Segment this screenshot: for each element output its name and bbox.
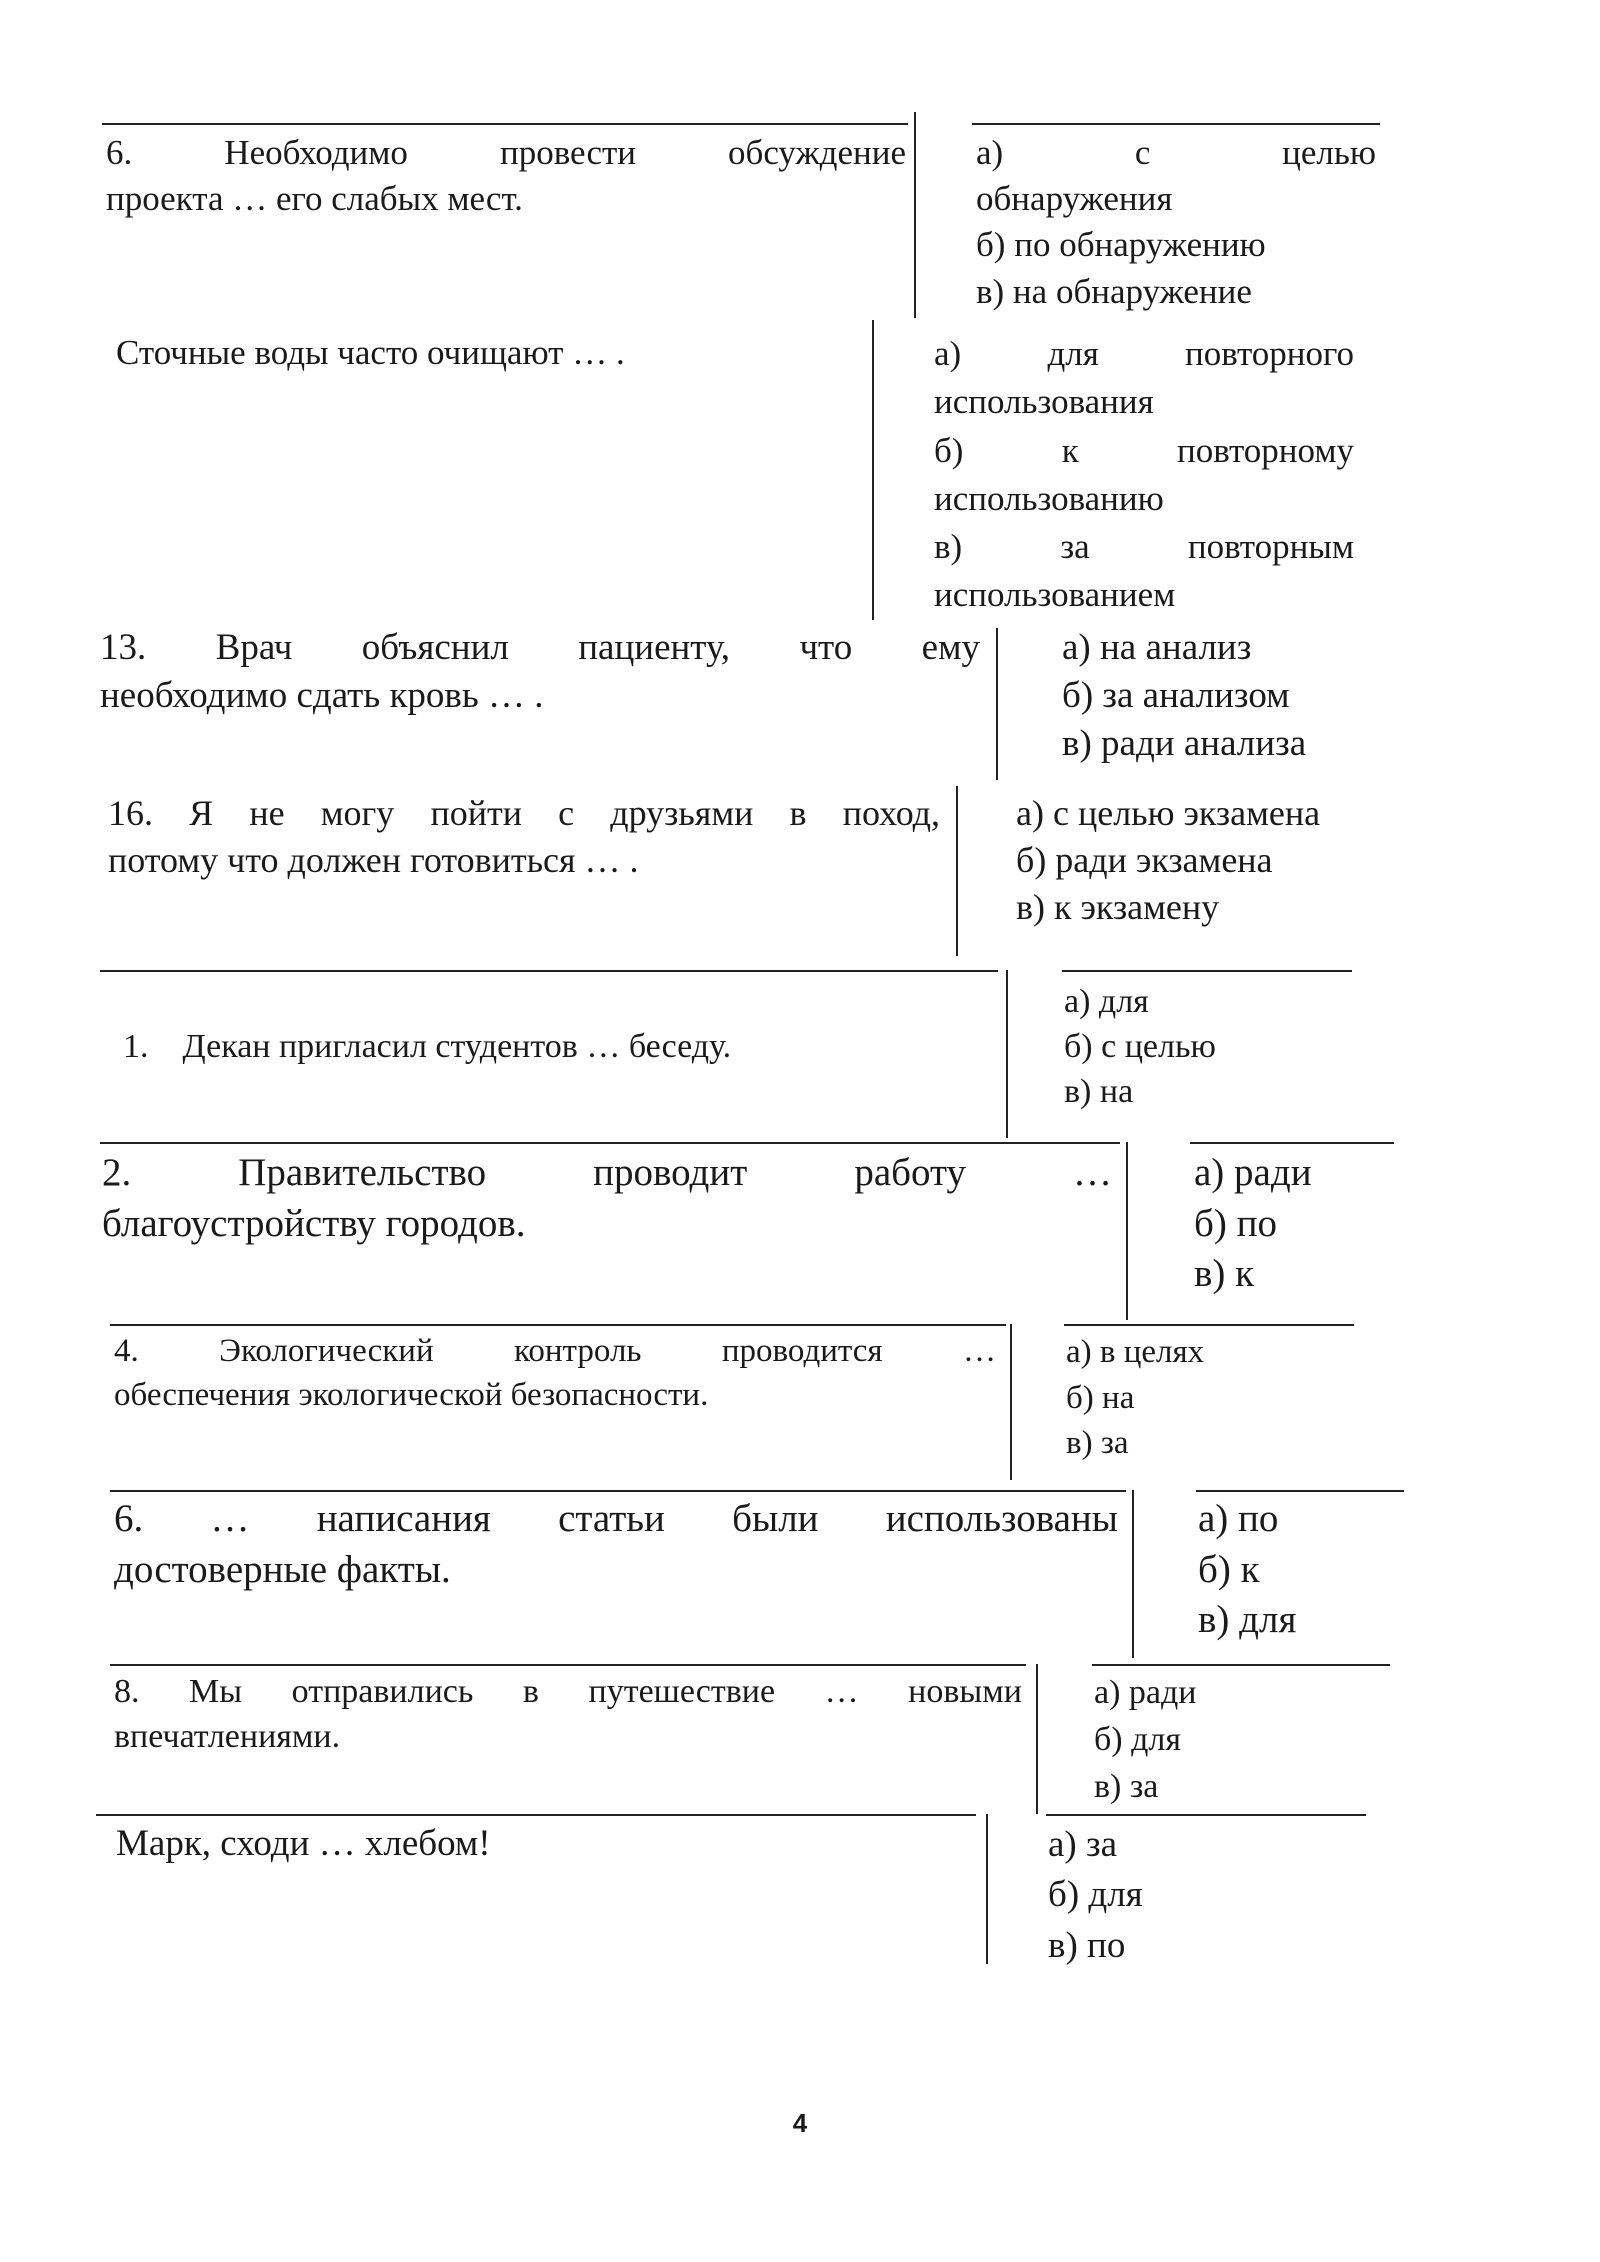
rule-line xyxy=(1046,1814,1366,1816)
option-a[interactable]: а) в целях xyxy=(1066,1334,1205,1370)
rule-line xyxy=(1190,1142,1394,1144)
question-text: 4. Экологический контроль проводится … обеспечения экологической безопасности. xyxy=(114,1333,996,1413)
option-a[interactable]: а) ради xyxy=(1094,1674,1197,1711)
option-a-cont: обнаружения xyxy=(976,179,1173,219)
option-a[interactable]: а) по xyxy=(1198,1497,1279,1540)
option-c[interactable]: в) на xyxy=(1064,1072,1134,1110)
rule-line xyxy=(110,1324,1006,1326)
question-text: 2. Правительство проводит работу … благоустройству городов. xyxy=(102,1151,1112,1245)
column-divider xyxy=(956,786,958,956)
answer-options xyxy=(1094,1670,1394,1811)
option-b[interactable]: б) ради экзамена xyxy=(1016,839,1273,880)
column-divider xyxy=(1132,1490,1134,1658)
column-divider xyxy=(872,320,874,620)
answer-options xyxy=(1062,624,1482,768)
option-a[interactable]: а) ради xyxy=(1194,1151,1312,1194)
option-b[interactable]: б) к повторному xyxy=(934,430,1354,470)
option-c[interactable]: в) к xyxy=(1194,1252,1255,1296)
option-c[interactable]: в) к экзамену xyxy=(1016,886,1220,927)
question-text: 16. Я не могу пойти с друзьями в поход, потому что должен готовиться … . xyxy=(108,793,940,880)
option-b[interactable]: б) за анализом xyxy=(1062,675,1290,717)
column-divider xyxy=(996,628,998,780)
rule-line xyxy=(100,1142,1120,1144)
option-c[interactable]: в) по xyxy=(1048,1924,1126,1966)
rule-line xyxy=(110,1490,1126,1492)
answer-options xyxy=(934,330,1354,620)
option-a[interactable]: а) на анализ xyxy=(1062,627,1252,668)
column-divider xyxy=(986,1814,988,1964)
option-a[interactable]: а) с целью xyxy=(976,133,1376,172)
rule-line xyxy=(1196,1490,1404,1492)
rule-line xyxy=(1092,1664,1390,1666)
column-divider xyxy=(1036,1664,1038,1814)
question-text: 6. … написания статьи были использованы достоверные факты. xyxy=(114,1497,1118,1591)
option-b[interactable]: б) по обнаружению xyxy=(976,225,1266,265)
option-b[interactable]: б) с целью xyxy=(1064,1027,1216,1065)
question-text: Марк, сходи … хлебом! xyxy=(116,1823,491,1864)
option-a[interactable]: а) с целью экзамена xyxy=(1016,793,1321,833)
question-text: 6. Необходимо провести обсуждение проекта … его слабых мест. xyxy=(106,133,906,219)
question-text: Сточные воды часто очищают … . xyxy=(116,333,625,372)
option-c[interactable]: в) на обнаружение xyxy=(976,271,1252,311)
option-b[interactable]: б) для xyxy=(1094,1720,1182,1758)
rule-line xyxy=(1062,970,1352,972)
option-a[interactable]: а) для xyxy=(1064,983,1149,1020)
rule-line xyxy=(110,1664,1026,1666)
rule-line xyxy=(100,970,998,972)
option-b[interactable]: б) к xyxy=(1198,1547,1260,1591)
page-number: 4 xyxy=(792,2108,808,2138)
column-divider xyxy=(914,112,916,318)
option-a[interactable]: а) для повторного xyxy=(934,334,1354,373)
option-c[interactable]: в) для xyxy=(1198,1598,1297,1642)
option-b[interactable]: б) по xyxy=(1194,1201,1277,1245)
answer-options xyxy=(1194,1148,1414,1300)
question-text: 13. Врач объяснил пациенту, что ему необходимо сдать кровь … . xyxy=(100,627,980,717)
question-text: 1. Декан пригласил студентов … беседу. xyxy=(123,1027,732,1065)
answer-options xyxy=(1198,1494,1418,1646)
option-a-cont: использования xyxy=(934,382,1154,422)
answer-options xyxy=(1048,1820,1348,1971)
option-c[interactable]: в) за xyxy=(1094,1767,1159,1805)
column-divider xyxy=(1010,1324,1012,1480)
option-c[interactable]: в) за xyxy=(1066,1425,1129,1462)
option-b[interactable]: б) для xyxy=(1048,1874,1143,1916)
option-c[interactable]: в) за повторным xyxy=(934,527,1354,567)
option-c-cont: использованием xyxy=(934,575,1176,615)
answer-options xyxy=(976,130,1376,315)
column-divider xyxy=(1126,1142,1128,1320)
question-text: 8. Мы отправились в путешествие … новыми впечатлениями. xyxy=(114,1673,1022,1755)
rule-line xyxy=(972,123,1380,125)
option-c[interactable]: в) ради анализа xyxy=(1062,723,1307,765)
rule-line xyxy=(102,123,908,125)
answer-options xyxy=(1066,1330,1366,1467)
answer-options xyxy=(1064,980,1364,1115)
rule-line xyxy=(1064,1324,1354,1326)
column-divider xyxy=(1006,970,1008,1138)
option-a[interactable]: а) за xyxy=(1048,1824,1118,1865)
answer-options xyxy=(1016,790,1456,930)
option-b-cont: использованию xyxy=(934,478,1164,518)
rule-line xyxy=(96,1814,976,1816)
option-b[interactable]: б) на xyxy=(1066,1379,1135,1416)
